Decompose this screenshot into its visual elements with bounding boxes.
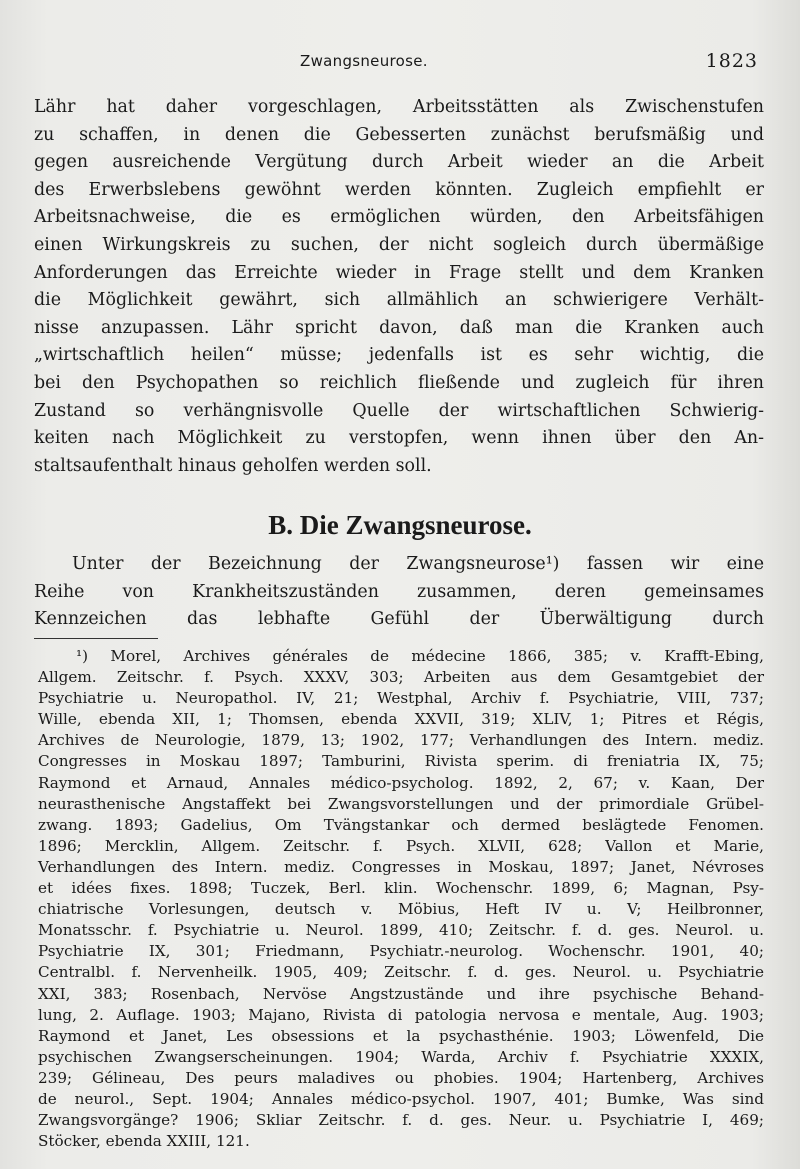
text-line: „wirtschaftlich heilen“ müsse; jedenfalls ist es sehr wichtig, die bbox=[34, 345, 764, 366]
text-line: bei den Psychopathen so reichlich fließende und zugleich für ihren bbox=[34, 372, 764, 393]
text-line: Arbeitsnachweise, die es ermöglichen würden, den Arbeitsfähigen bbox=[34, 207, 764, 228]
footnote-line: Verhandlungen des Intern. mediz. Congresses in Moskau, 1897; Janet, Névroses bbox=[38, 857, 764, 876]
paragraph-2 bbox=[34, 551, 764, 634]
footnote-divider bbox=[34, 638, 158, 639]
footnote-line: chiatrische Vorlesungen, deutsch v. Möbius, Heft IV u. V; Heilbronner, bbox=[38, 900, 764, 919]
footnote-line: 1896; Mercklin, Allgem. Zeitschr. f. Psych. XLVII, 628; Vallon et Marie, bbox=[38, 836, 764, 855]
running-title: Zwangsneurose. bbox=[300, 52, 428, 70]
footnote-line: Stöcker, ebenda XXIII, 121. bbox=[38, 1132, 250, 1151]
text-line: Anforderungen das Erreichte wieder in Frage stellt und dem Kranken bbox=[34, 262, 764, 283]
footnote-line: Congresses in Moskau 1897; Tamburini, Rivista sperim. di freniatria IX, 75; bbox=[38, 752, 764, 771]
text-line: die Möglichkeit gewährt, sich allmählich an schwierigere Verhält- bbox=[34, 290, 764, 311]
footnote-line: 239; Gélineau, Des peurs maladives ou phobies. 1904; Hartenberg, Archives bbox=[38, 1068, 764, 1087]
footnote-line: de neurol., Sept. 1904; Annales médico-psychol. 1907, 401; Bumke, Was sind bbox=[38, 1089, 764, 1108]
text-line: Reihe von Krankheitszuständen zusammen, deren gemeinsames bbox=[34, 581, 764, 602]
footnote-line: Centralbl. f. Nervenheilk. 1905, 409; Zeitschr. f. d. ges. Neurol. u. Psychiatrie bbox=[38, 963, 764, 982]
text-line: des Erwerbslebens gewöhnt werden könnten. Zugleich empfiehlt er bbox=[34, 179, 764, 200]
paragraph-1 bbox=[34, 94, 764, 480]
text-line: gegen ausreichende Vergütung durch Arbeit wieder an die Arbeit bbox=[34, 152, 764, 173]
footnote-line: lung, 2. Auflage. 1903; Majano, Rivista di patologia nervosa e mentale, Aug. 1903; bbox=[38, 1005, 764, 1024]
text-line: Kennzeichen das lebhafte Gefühl der Überwältigung durch bbox=[34, 609, 764, 630]
text-line: einen Wirkungskreis zu suchen, der nicht sogleich durch übermäßige bbox=[34, 234, 764, 255]
footnote-line: Archives de Neurologie, 1879, 13; 1902, 177; Verhandlungen des Intern. mediz. bbox=[38, 731, 764, 750]
text-line: zu schaffen, in denen die Gebesserten zunächst berufsmäßig und bbox=[34, 124, 764, 145]
text-line: Zustand so verhängnisvolle Quelle der wirtschaftlichen Schwierig- bbox=[34, 400, 764, 421]
text-line: nisse anzupassen. Lähr spricht davon, daß man die Kranken auch bbox=[34, 317, 764, 338]
footnote-line: Zwangsvorgänge? 1906; Skliar Zeitschr. f. d. ges. Neur. u. Psychiatrie I, 469; bbox=[38, 1111, 764, 1130]
footnote-line: Allgem. Zeitschr. f. Psych. XXXV, 303; Arbeiten aus dem Gesamtgebiet der bbox=[38, 668, 764, 687]
section-heading: B. Die Zwangsneurose. bbox=[268, 510, 532, 540]
footnote-line: neurasthenische Angstaffekt bei Zwangsvorstellungen und der primordiale Grübel- bbox=[38, 794, 764, 813]
footnote-line: Psychiatrie IX, 301; Friedmann, Psychiatr.-neurolog. Wochenschr. 1901, 40; bbox=[38, 942, 764, 961]
footnote-line: psychischen Zwangserscheinungen. 1904; Warda, Archiv f. Psychiatrie XXXIX, bbox=[38, 1047, 764, 1066]
footnote-line: ¹) Morel, Archives générales de médecine 1866, 385; v. Krafft-Ebing, bbox=[76, 647, 764, 665]
text-line: Unter der Bezeichnung der Zwangsneurose¹) fassen wir eine bbox=[72, 554, 764, 574]
footnote-line: XXI, 383; Rosenbach, Nervöse Angstzustände und ihre psychische Behand- bbox=[38, 984, 764, 1003]
footnote-line: zwang. 1893; Gadelius, Om Tvängstankar och dermed beslägtede Fenomen. bbox=[38, 815, 764, 834]
page-header bbox=[0, 52, 800, 80]
footnote-line: Psychiatrie u. Neuropathol. IV, 21; Westphal, Archiv f. Psychiatrie, VIII, 737; bbox=[38, 689, 764, 708]
footnotes bbox=[38, 646, 764, 1152]
page-number: 1823 bbox=[705, 50, 758, 72]
text-line: Lähr hat daher vorgeschlagen, Arbeitsstätten als Zwischenstufen bbox=[34, 97, 764, 117]
footnote-line: Raymond et Arnaud, Annales médico-psycholog. 1892, 2, 67; v. Kaan, Der bbox=[38, 773, 764, 792]
text-line: keiten nach Möglichkeit zu verstopfen, wenn ihnen über den An- bbox=[34, 428, 764, 449]
footnote-line: Raymond et Janet, Les obsessions et la psychasthénie. 1903; Löwenfeld, Die bbox=[38, 1026, 764, 1045]
footnote-line: Wille, ebenda XII, 1; Thomsen, ebenda XXVII, 319; XLIV, 1; Pitres et Régis, bbox=[38, 710, 764, 729]
footnote-line: et idées fixes. 1898; Tuczek, Berl. klin. Wochenschr. 1899, 6; Magnan, Psy- bbox=[38, 879, 764, 898]
text-line: staltsaufenthalt hinaus geholfen werden soll. bbox=[34, 455, 432, 476]
footnote-line: Monatsschr. f. Psychiatrie u. Neurol. 1899, 410; Zeitschr. f. d. ges. Neurol. u. bbox=[38, 921, 764, 940]
